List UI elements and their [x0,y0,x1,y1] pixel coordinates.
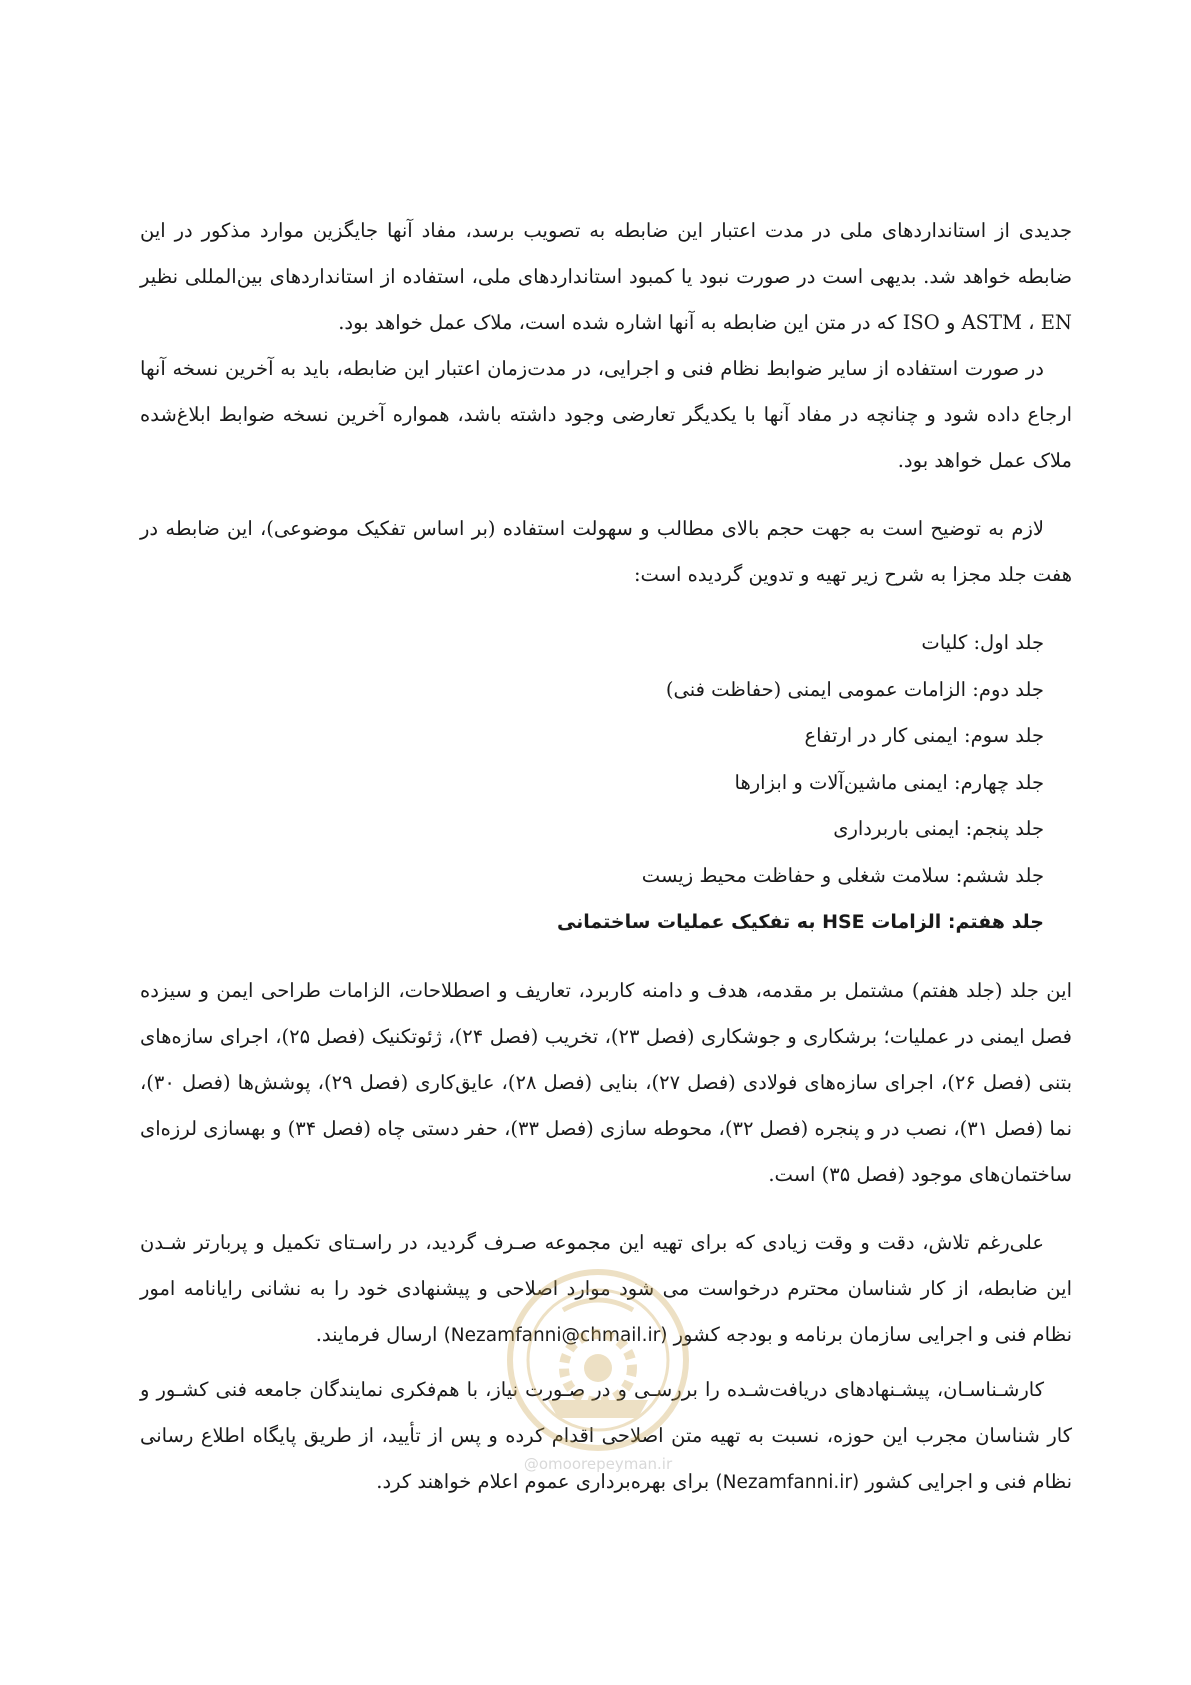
feedback-text-end: ارسال فرمایند. [315,1322,438,1346]
paragraph-expert-review [140,1367,1072,1506]
watermark-url: @omoorepeyman.ir [523,1455,673,1473]
volume-item-6: جلد ششم: سلامت شغلی و حفاظت محیط زیست [641,863,1044,887]
paragraph-volume-seven-contents: این جلد (جلد هفتم) مشتمل بر مقدمه، هدف و دامنه کاربرد، تعاریف و اصطلاحات، الزامات طراحی ایمن و سیزده فصل ایمنی در عملیات؛ برشکاری و جوشکاری (فصل ۲۳)، تخریب (فصل ۲۴)، ژئوتکنیک (فصل ۲۵)، اجرای سازه‌های بتنی (فصل ۲۶)، اجرای سازه‌های فولادی (فصل ۲۷)، بنایی (فصل ۲۸)، عایق‌کاری (فصل ۲۹)، پوشش‌ها (فصل ۳۰)، نما (فصل ۳۱)، نصب در و پنجره (فصل ۳۲)، محوطه سازی (فصل ۳۳)، حفر دستی چاه (فصل ۳۴) و بهسازی لرزه‌ای ساختمان‌های موجود (فصل ۳۵) است. [140,978,1073,1186]
review-text: کارشـناسـان، پیشـنهادهای دریافت‌شـده را بررسـی و در صـورت نیاز، با هم‌فکری نمایندگان جامعه فنی کشـور و کار شناسان مجرب این حوزه، نسبت به تهیه متن اصلاحی اقدام کرده و پس از تأیید، از طریق پایگاه اطلاع رسانی نظام فنی و اجرایی کشور [140,1377,1072,1493]
paragraph-feedback-request [140,1220,1072,1359]
volume-item-7: جلد هفتم: الزامات HSE به تفکیک عملیات ساختمانی [556,911,1044,933]
paragraph-other-regulations: در صورت استفاده از سایر ضوابط نظام فنی و اجرایی، در مدت‌زمان اعتبار این ضابطه، باید به آخرین نسخه آنها ارجاع داده شود و چنانچه در مفاد آنها با یکدیگر تعارضی وجود داشته باشد، همواره آخرین نسخه ضوابط ابلاغ‌شده ملاک عمل خواهد بود. [140,357,1072,472]
volume-item-3: جلد سوم: ایمنی کار در ارتفاع [804,724,1044,747]
paragraph-volumes-intro: لازم به توضیح است به جهت حجم بالای مطالب و سهولت استفاده (بر اساس تفکیک موضوعی)، این ضابطه در هفت جلد مجزا به شرح زیر تهیه و تدوین گردیده است: [140,517,1072,586]
volume-item-4: جلد چهارم: ایمنی ماشین‌آلات و ابزارها [734,770,1044,794]
document-body [140,208,1072,1506]
volume-item-5: جلد پنجم: ایمنی باربرداری [833,817,1044,840]
volume-list [140,620,1072,946]
email-address[interactable]: (Nezamfanni@chmail.ir) [443,1324,668,1346]
paragraph-standards: جدیدی از استانداردهای ملی در مدت اعتبار این ضابطه به تصویب برسد، مفاد آنها جایگزین موارد مذکور در این ضابطه خواهد شد. بدیهی است در صورت نبود یا کمبود استانداردهای ملی، استفاده از استانداردهای بین‌المللی نظیر ASTM ، EN و ISO که در متن این ضابطه به آنها اشاره شده است، ملاک عمل خواهد بود. [140,219,1072,334]
review-text-end: برای بهره‌برداری عموم اعلام خواهند کرد. [376,1469,710,1493]
feedback-text: علی‌رغم تلاش، دقت و وقت زیادی که برای تهیه این مجموعه صـرف گردید، در راسـتای تکمیل و پربارتر شـدن این ضابطه، از کار شناسان محترم درخواست می شود موارد اصلاحی و پیشنهادی خود را به نشانی رایانامه امور نظام فنی و اجرایی سازمان برنامه و بودجه کشور [140,1230,1072,1346]
volume-item-1: جلد اول: کلیات [921,631,1044,654]
website-address[interactable]: (Nezamfanni.ir) [715,1471,860,1493]
volume-item-2: جلد دوم: الزامات عمومی ایمنی (حفاظت فنی) [665,677,1044,701]
